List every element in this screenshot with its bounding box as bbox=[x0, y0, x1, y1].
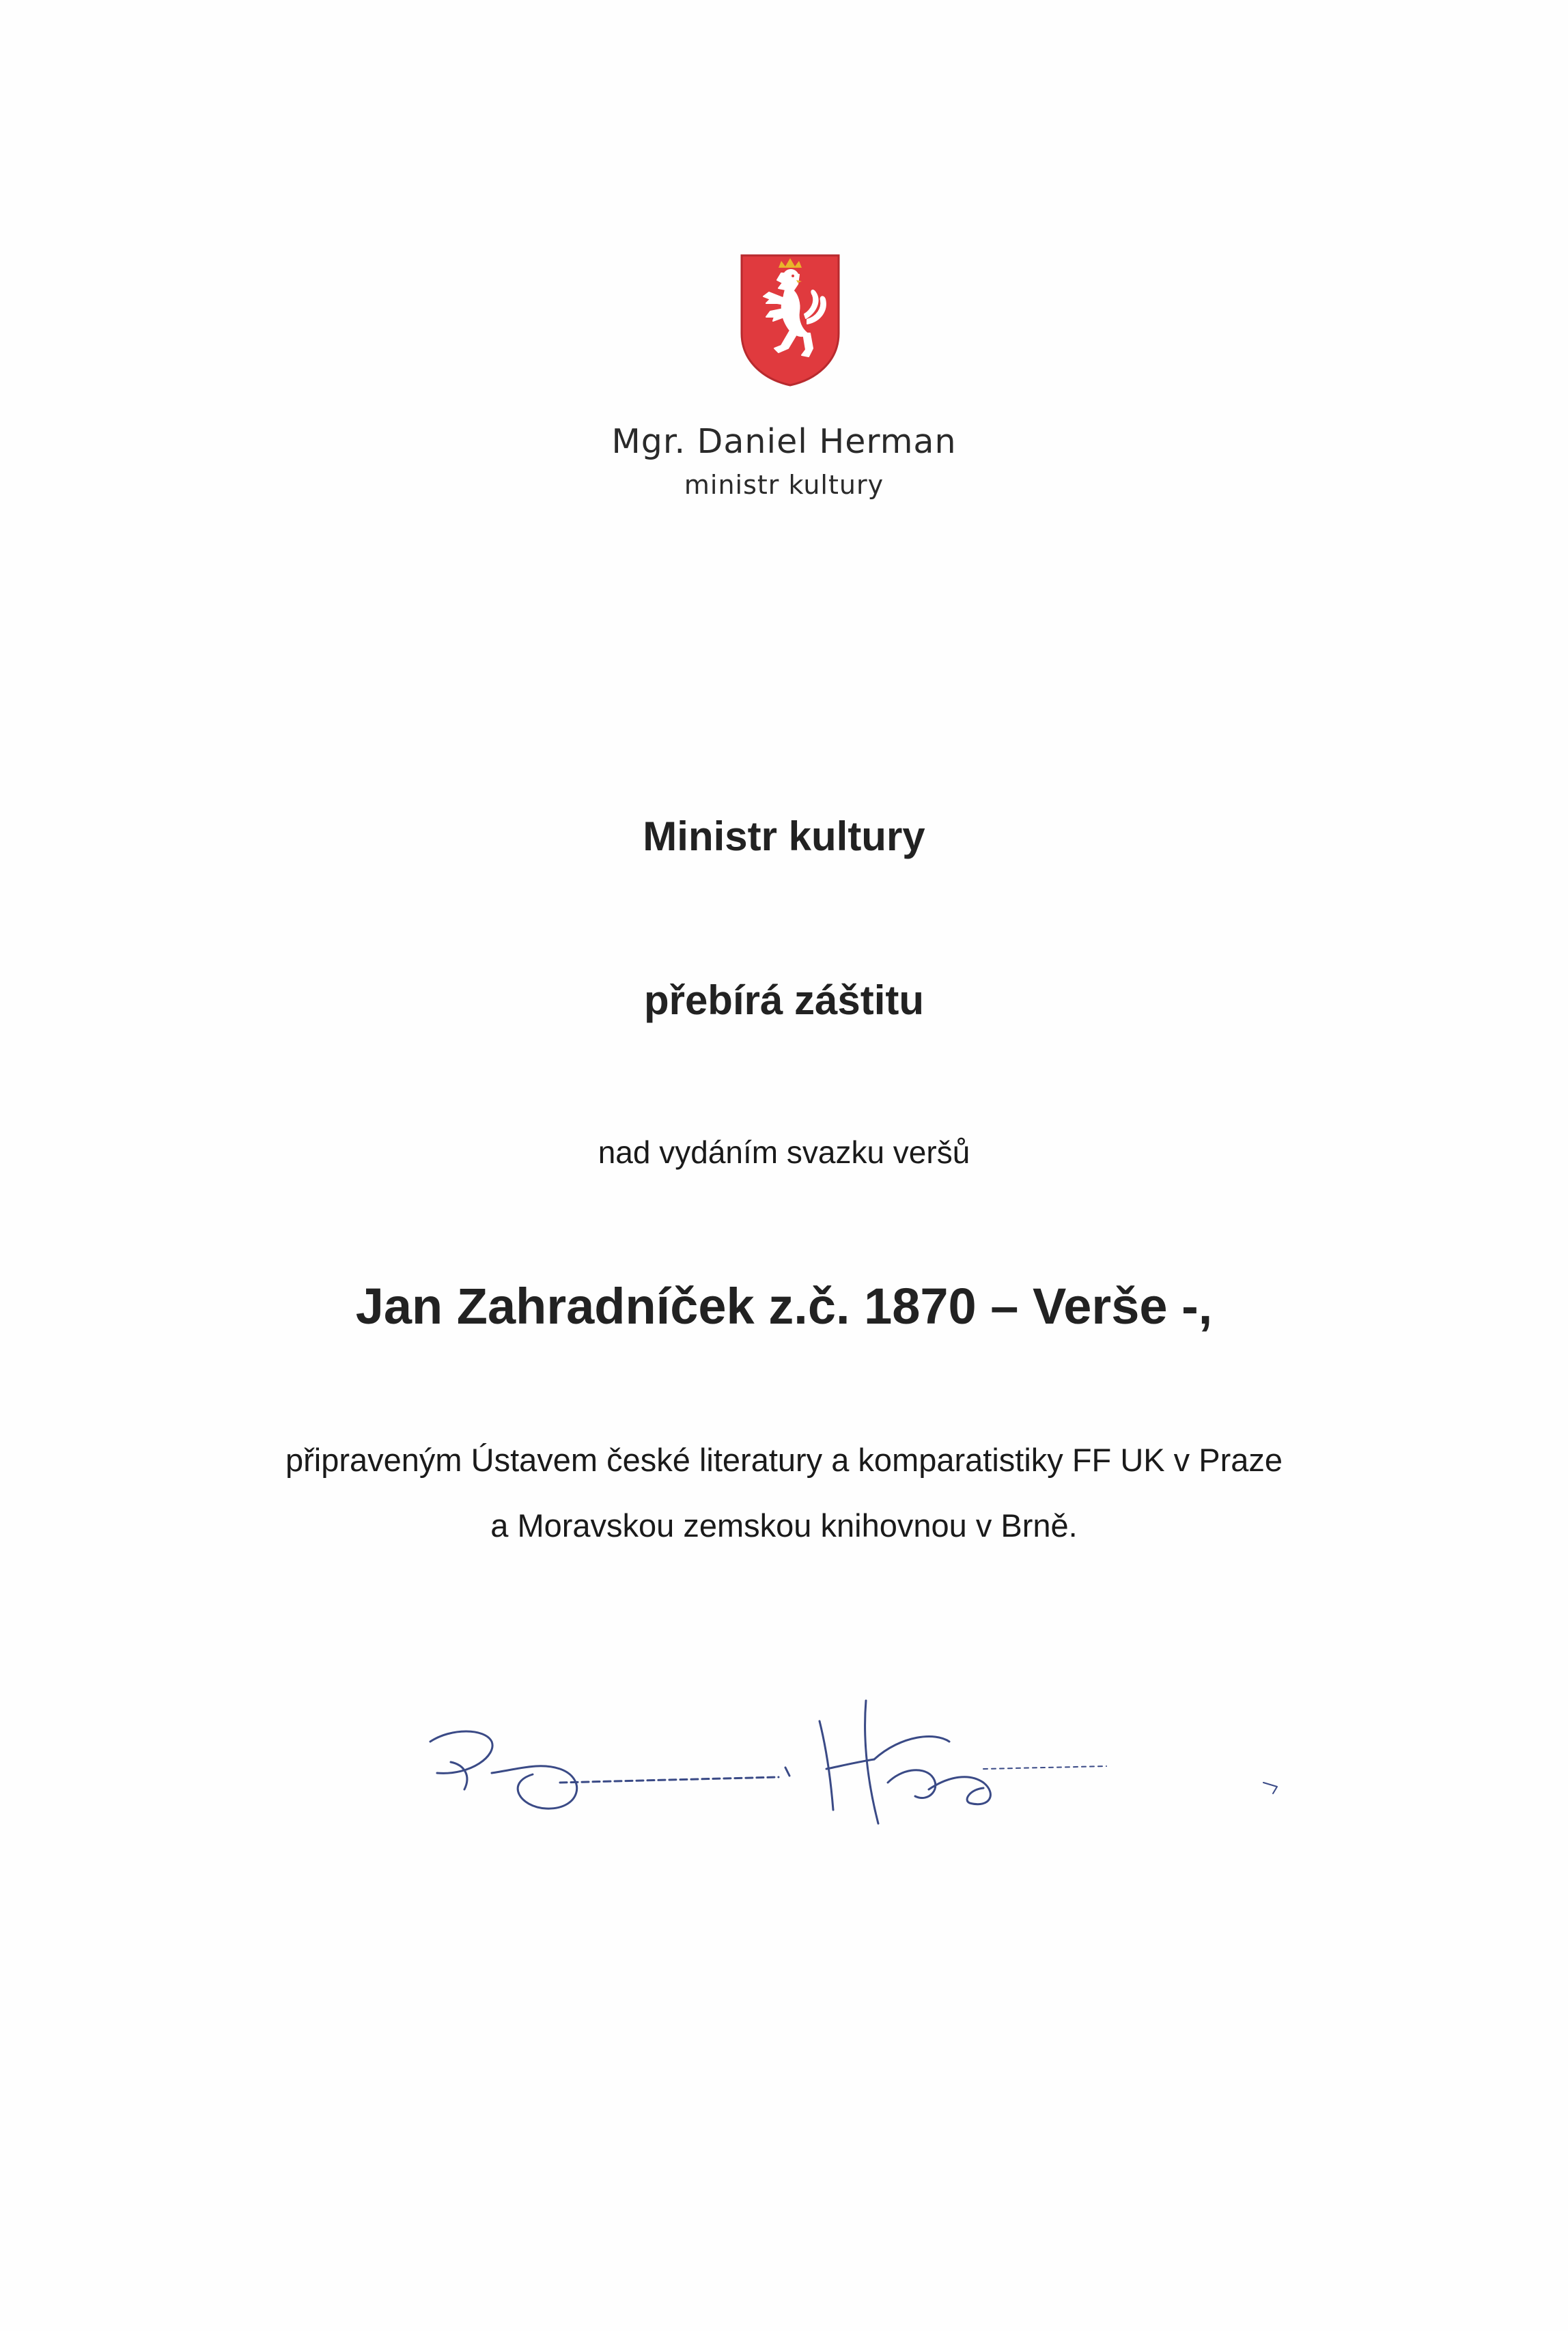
description-line-2: a Moravskou zemskou knihovnou v Brně. bbox=[490, 1507, 1078, 1544]
intro-line: nad vydáním svazku veršů bbox=[598, 1134, 970, 1170]
heading-patronage: přebírá záštitu bbox=[643, 977, 925, 1023]
coat-of-arms-icon bbox=[739, 253, 841, 387]
book-title: Jan Zahradníček z.č. 1870 – Verše -, bbox=[355, 1278, 1213, 1335]
heading-minister: Ministr kultury bbox=[643, 813, 925, 859]
minister-role: ministr kultury bbox=[684, 470, 884, 500]
description-line-1: připraveným Ústavem české literatury a komparatistiky FF UK v Praze bbox=[285, 1442, 1283, 1478]
signature-icon bbox=[423, 1694, 1311, 1871]
minister-name: Mgr. Daniel Herman bbox=[611, 422, 957, 461]
